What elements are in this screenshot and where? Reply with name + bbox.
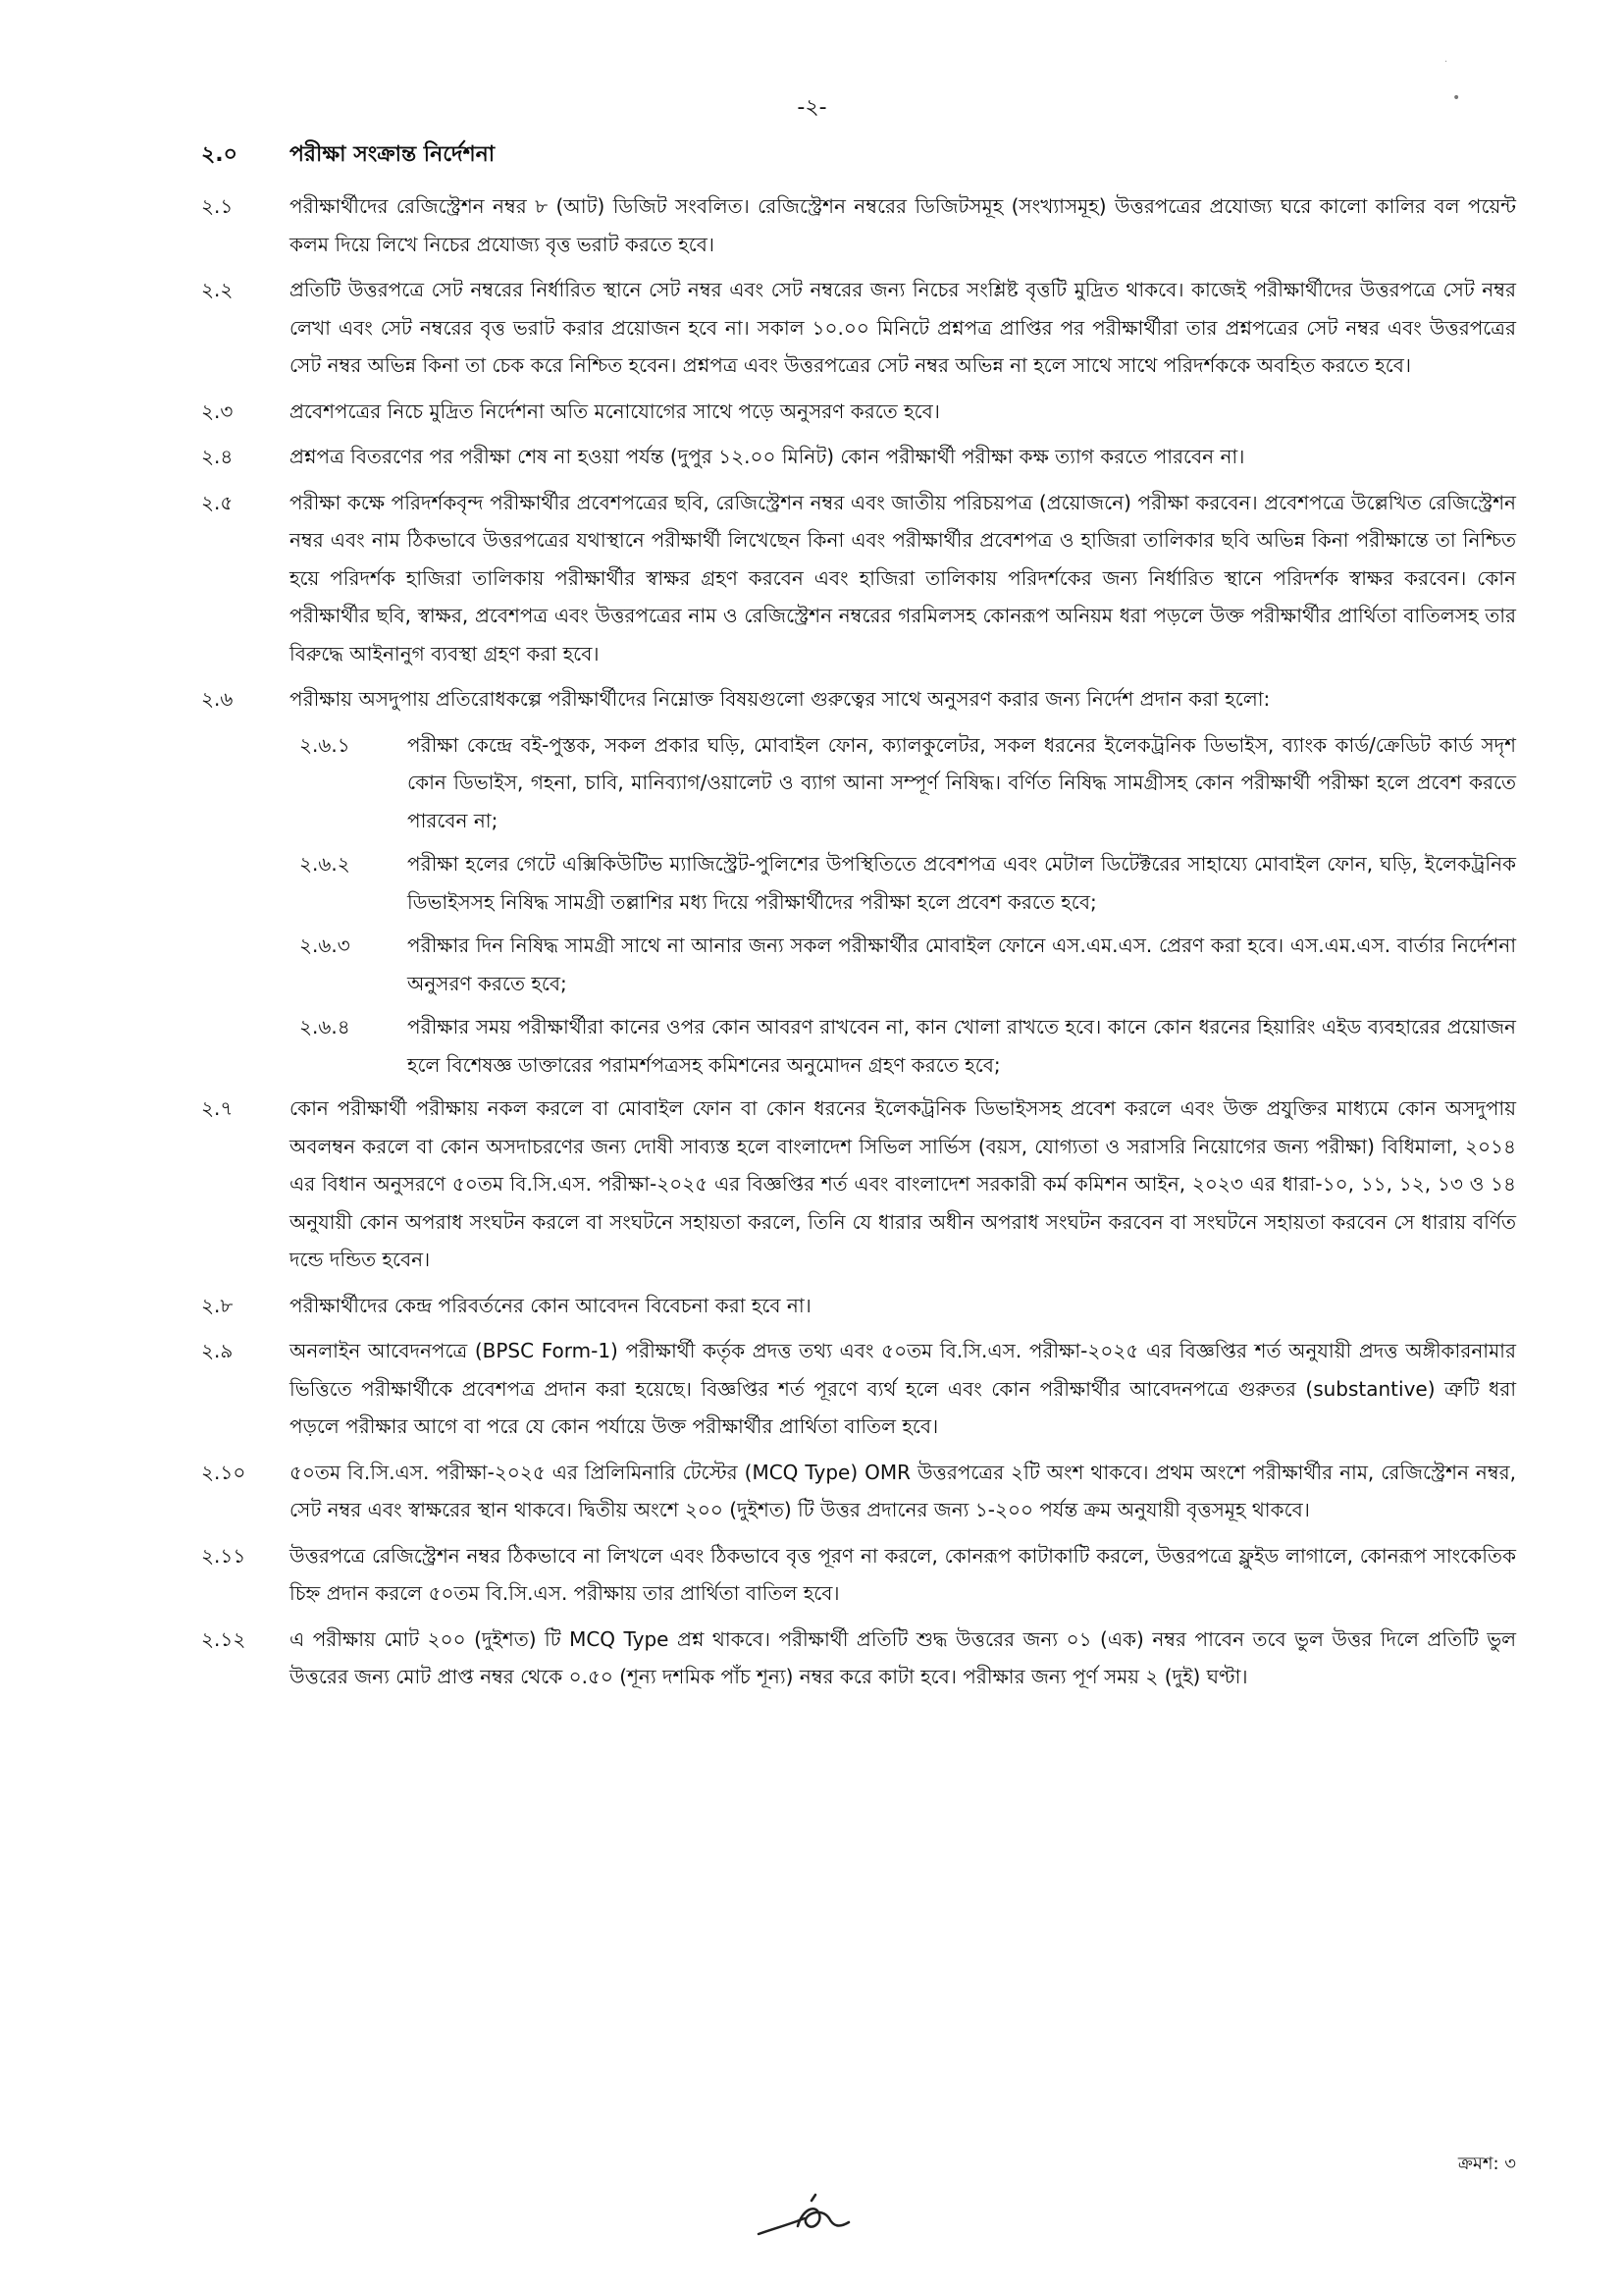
item-text: কোন পরীক্ষার্থী পরীক্ষায় নকল করলে বা মোবাইল ফোন বা কোন ধরনের ইলেকট্রনিক ডিভাইসসহ প্রবেশ করলে এবং উক্ত প্রযুক্তির মাধ্যমে কোন অসদুপায় অবলম্বন করলে বা কোন অসদাচরণের জন্য দোষী সাব্যস্ত হলে বাংলাদেশ সিভিল সার্ভিস (বয়স, যোগ্যতা ও সরাসরি নিয়োগের জন্য পরীক্ষা) বিধিমালা, ২০১৪ এর বিধান অনুসরণে ৫০তম বি.সি.এস. পরীক্ষা-২০২৫ এর বিজ্ঞপ্তির শর্ত এবং বাংলাদেশ সরকারী কর্ম কমিশন আইন, ২০২৩ এর ধারা-১০, ১১, ১২, ১৩ ও ১৪ অনুযায়ী কোন অপরাধ সংঘটন করলে বা সংঘটনে সহায়তা করলে, তিনি যে ধারার অধীন অপরাধ সংঘটন করবেন বা সংঘটনে সহায়তা করবেন সে ধারায় বর্ণিত দন্ডে দন্ডিত হবেন। — [289, 1096, 1516, 1271]
sub-instruction-item — [289, 726, 1516, 840]
section-heading — [201, 137, 1516, 174]
sub-item-number: ২.৬.৩ — [299, 933, 350, 957]
item-number: ২.৭ — [201, 1096, 234, 1120]
scan-mark: · — [1444, 57, 1448, 68]
item-text: প্রশ্নপত্র বিতরণের পর পরীক্ষা শেষ না হওয়া পর্যন্ত (দুপুর ১২.০০ মিনিট) কোন পরীক্ষার্থী পরীক্ষা কক্ষ ত্যাগ করতে পারবেন না। — [289, 445, 1245, 468]
item-text: পরীক্ষার্থীদের রেজিস্ট্রেশন নম্বর ৮ (আট) ডিজিট সংবলিত। রেজিস্ট্রেশন নম্বরের ডিজিটসমূহ (সংখ্যাসমূহ) উত্তরপত্রের প্রযোজ্য ঘরে কালো কালির বল পয়েন্ট কলম দিয়ে লিখে নিচের প্রযোজ্য বৃত্ত ভরাট করতে হবে। — [289, 194, 1516, 256]
item-text: প্রতিটি উত্তরপত্রে সেট নম্বরের নির্ধারিত স্থানে সেট নম্বর এবং সেট নম্বরের জন্য নিচের সংশ্লিষ্ট বৃত্তটি মুদ্রিত থাকবে। কাজেই পরীক্ষার্থীদের উত্তরপত্রে সেট নম্বর লেখা এবং সেট নম্বরের বৃত্ত ভরাট করার প্রয়োজন হবে না। সকাল ১০.০০ মিনিটে প্রশ্নপত্র প্রাপ্তির পর পরীক্ষার্থীরা তার প্রশ্নপত্রের সেট নম্বর এবং উত্তরপত্রের সেট নম্বর অভিন্ন কিনা তা চেক করে নিশ্চিত হবেন। প্রশ্নপত্র এবং উত্তরপত্রের সেট নম্বর অভিন্ন না হলে সাথে সাথে পরিদর্শককে অবহিত করতে হবে। — [289, 278, 1516, 377]
page-number: -২- — [797, 95, 827, 120]
instruction-item — [201, 1090, 1516, 1279]
sub-instruction-list — [289, 726, 1516, 1085]
item-number: ২.১ — [201, 194, 234, 218]
item-text: অনলাইন আবেদনপত্রে (BPSC Form-1) পরীক্ষার্থী কর্তৃক প্রদত্ত তথ্য এবং ৫০তম বি.সি.এস. পরীক্ষা-২০২৫ এর বিজ্ঞপ্তির শর্ত অনুযায়ী প্রদত্ত অঙ্গীকারনামার ভিত্তিতে পরীক্ষার্থীকে প্রবেশপত্র প্রদান করা হয়েছে। বিজ্ঞপ্তির শর্ত পূরণে ব্যর্থ হলে এবং কোন পরীক্ষার্থীর আবেদনপত্রে গুরুতর (substantive) ত্রুটি ধরা পড়লে পরীক্ষার আগে বা পরে যে কোন পর্যায়ে উক্ত পরীক্ষার্থীর প্রার্থিতা বাতিল হবে। — [289, 1339, 1516, 1438]
item-text: ৫০তম বি.সি.এস. পরীক্ষা-২০২৫ এর প্রিলিমিনারি টেস্টের (MCQ Type) OMR উত্তরপত্রের ২টি অংশ থাকবে। প্রথম অংশে পরীক্ষার্থীর নাম, রেজিস্ট্রেশন নম্বর, সেট নম্বর এবং স্বাক্ষরের স্থান থাকবে। দ্বিতীয় অংশে ২০০ (দুইশত) টি উত্তর প্রদানের জন্য ১-২০০ পর্যন্ত ক্রম অনুযায়ী বৃত্তসমূহ থাকবে। — [289, 1460, 1516, 1521]
signature-icon — [751, 2189, 859, 2248]
section-title: পরীক্ষা সংক্রান্ত নির্দেশনা — [289, 142, 496, 167]
instruction-item — [201, 1332, 1516, 1446]
instruction-item — [201, 438, 1516, 476]
instruction-item — [201, 1454, 1516, 1529]
sub-item-number: ২.৬.৪ — [299, 1015, 350, 1038]
item-text: এ পরীক্ষায় মোট ২০০ (দুইশত) টি MCQ Type প্রশ্ন থাকবে। পরীক্ষার্থী প্রতিটি শুদ্ধ উত্তরের জন্য ০১ (এক) নম্বর পাবেন তবে ভুল উত্তর দিলে প্রতিটি ভুল উত্তরের জন্য মোট প্রাপ্ত নম্বর থেকে ০.৫০ (শূন্য দশমিক পাঁচ শূন্য) নম্বর করে কাটা হবে। পরীক্ষার জন্য পূর্ণ সময় ২ (দুই) ঘণ্টা। — [289, 1626, 1516, 1688]
sub-item-text: পরীক্ষার দিন নিষিদ্ধ সামগ্রী সাথে না আনার জন্য সকল পরীক্ষার্থীর মোবাইল ফোনে এস.এম.এস. প্রেরণ করা হবে। এস.এম.এস. বার্তার নির্দেশনা অনুসরণ করতে হবে; — [407, 933, 1516, 995]
item-number: ২.৬ — [201, 687, 234, 711]
instruction-item — [201, 187, 1516, 263]
instruction-item — [201, 393, 1516, 431]
item-text: পরীক্ষা কক্ষে পরিদর্শকবৃন্দ পরীক্ষার্থীর প্রবেশপত্রের ছবি, রেজিস্ট্রেশন নম্বর এবং জাতীয় পরিচয়পত্র (প্রয়োজনে) পরীক্ষা করবেন। প্রবেশপত্রে উল্লেখিত রেজিস্ট্রেশন নম্বর এবং নাম ঠিকভাবে উত্তরপত্রের যথাস্থানে পরীক্ষার্থী লিখেছেন কিনা এবং পরীক্ষার্থীর প্রবেশপত্র ও হাজিরা তালিকার ছবি অভিন্ন কিনা পরীক্ষান্তে তা নিশ্চিত হয়ে পরিদর্শক হাজিরা তালিকায় পরীক্ষার্থীর স্বাক্ষর গ্রহণ করবেন এবং হাজিরা তালিকায় পরিদর্শকের জন্য নির্ধারিত স্থানে পরিদর্শক স্বাক্ষর করবেন। কোন পরীক্ষার্থীর ছবি, স্বাক্ষর, প্রবেশপত্র এবং উত্তরপত্রের নাম ও রেজিস্ট্রেশন নম্বরের গরমিলসহ কোনরূপ অনিয়ম ধরা পড়লে উক্ত পরীক্ষার্থীর প্রার্থিতা বাতিলসহ তার বিরুদ্ধে আইনানুগ ব্যবস্থা গ্রহণ করা হবে। — [289, 490, 1516, 665]
section-number: ২.০ — [201, 142, 237, 167]
instruction-item — [201, 1621, 1516, 1696]
item-number: ২.৩ — [201, 399, 234, 423]
item-number: ২.৪ — [201, 445, 234, 468]
item-text: প্রবেশপত্রের নিচে মুদ্রিত নির্দেশনা অতি মনোযোগের সাথে পড়ে অনুসরণ করতে হবে। — [289, 399, 940, 423]
continued-note: ক্রমশ: ৩ — [1457, 2154, 1516, 2174]
sub-item-number: ২.৬.১ — [299, 732, 350, 757]
sub-instruction-item — [289, 927, 1516, 1002]
scan-dot: • — [1452, 90, 1461, 106]
item-text: পরীক্ষায় অসদুপায় প্রতিরোধকল্পে পরীক্ষার্থীদের নিম্নোক্ত বিষয়গুলো গুরুত্বের সাথে অনুসরণ করার জন্য নির্দেশ প্রদান করা হলো: — [289, 687, 1271, 711]
instruction-item — [201, 271, 1516, 385]
sub-item-text: পরীক্ষা কেন্দ্রে বই-পুস্তক, সকল প্রকার ঘড়ি, মোবাইল ফোন, ক্যালকুলেটর, সকল ধরনের ইলেকট্রনিক ডিভাইস, ব্যাংক কার্ড/ক্রেডিট কার্ড সদৃশ কোন ডিভাইস, গহনা, চাবি, মানিব্যাগ/ওয়ালেট ও ব্যাগ আনা সম্পূর্ণ নিষিদ্ধ। বর্ণিত নিষিদ্ধ সামগ্রীসহ কোন পরীক্ষার্থী পরীক্ষা হলে প্রবেশ করতে পারবেন না; — [407, 732, 1516, 832]
item-number: ২.১২ — [201, 1626, 246, 1651]
item-number: ২.৯ — [201, 1339, 234, 1362]
item-number: ২.৫ — [201, 490, 234, 514]
sub-item-text: পরীক্ষা হলের গেটে এক্সিকিউটিভ ম্যাজিস্ট্রেট-পুলিশের উপস্থিতিতে প্রবেশপত্র এবং মেটাল ডিটেক্টরের সাহায্যে মোবাইল ফোন, ঘড়ি, ইলেকট্রনিক ডিভাইসসহ নিষিদ্ধ সামগ্রী তল্লাশির মধ্য দিয়ে পরীক্ষার্থীদের পরীক্ষা হলে প্রবেশ করতে হবে; — [407, 852, 1516, 914]
instruction-item — [201, 1287, 1516, 1325]
sub-item-text: পরীক্ষার সময় পরীক্ষার্থীরা কানের ওপর কোন আবরণ রাখবেন না, কান খোলা রাখতে হবে। কানে কোন ধরনের হিয়ারিং এইড ব্যবহারের প্রয়োজন হলে বিশেষজ্ঞ ডাক্তারের পরামর্শপত্রসহ কমিশনের অনুমোদন গ্রহণ করতে হবে; — [407, 1015, 1516, 1077]
sub-instruction-item — [289, 1008, 1516, 1084]
instruction-item — [201, 484, 1516, 673]
sub-instruction-item — [289, 845, 1516, 921]
item-number: ২.১০ — [201, 1460, 246, 1484]
instruction-item — [201, 680, 1516, 719]
item-number: ২.১১ — [201, 1543, 246, 1568]
item-number: ২.৮ — [201, 1293, 234, 1317]
instruction-item — [201, 1537, 1516, 1613]
sub-item-number: ২.৬.২ — [299, 852, 350, 876]
item-text: উত্তরপত্রে রেজিস্ট্রেশন নম্বর ঠিকভাবে না লিখলে এবং ঠিকভাবে বৃত্ত পূরণ না করলে, কোনরূপ কাটাকাটি করলে, উত্তরপত্রে ফ্লুইড লাগালে, কোনরূপ সাংকেতিক চিহ্ন প্রদান করলে ৫০তম বি.সি.এস. পরীক্ষায় তার প্রার্থিতা বাতিল হবে। — [289, 1543, 1516, 1605]
item-text: পরীক্ষার্থীদের কেন্দ্র পরিবর্তনের কোন আবেদন বিবেচনা করা হবে না। — [289, 1293, 812, 1317]
instructions-content — [201, 137, 1516, 1704]
item-number: ২.২ — [201, 278, 234, 301]
